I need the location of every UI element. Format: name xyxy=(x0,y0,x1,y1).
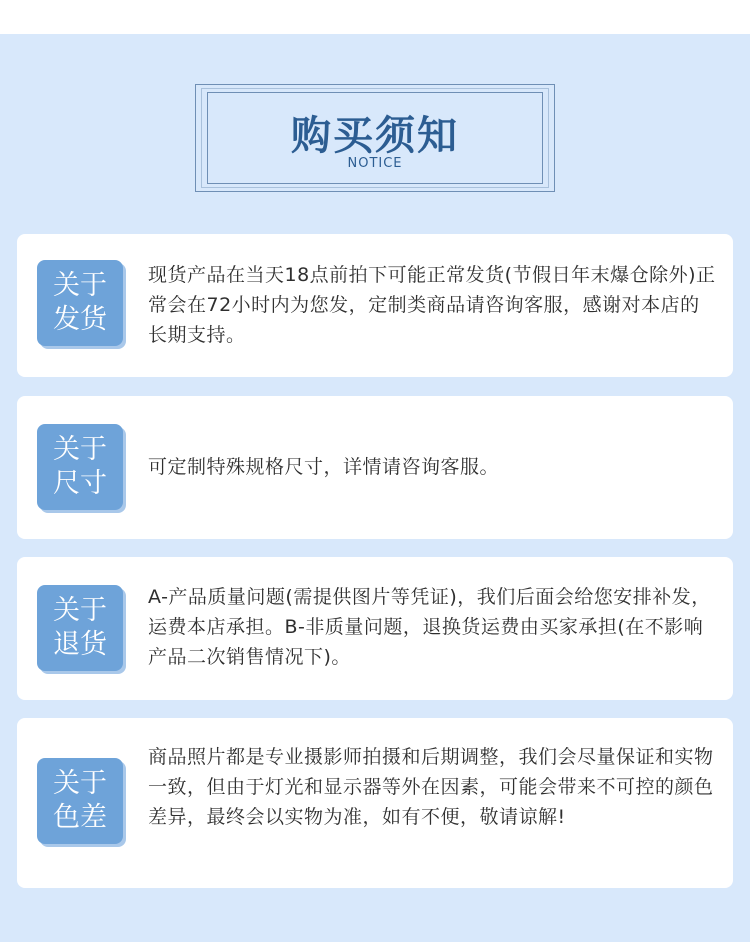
badge-line2: 尺寸 xyxy=(53,468,107,499)
returns-text: A-产品质量问题(需提供图片等凭证)，我们后面会给您安排补发，运费本店承担。B-非质量问题，退换货运费由买家承担(在不影响产品二次销售情况下)。 xyxy=(148,586,711,668)
shipping-badge xyxy=(37,260,123,346)
size-card xyxy=(17,396,733,539)
page-title: 购买须知 xyxy=(291,113,459,159)
badge-line1: 关于 xyxy=(53,595,107,626)
color-card xyxy=(17,718,733,888)
shipping-card xyxy=(17,234,733,377)
notice-title-block xyxy=(195,84,555,192)
page-subtitle: NOTICE xyxy=(347,156,403,171)
shipping-text: 现货产品在当天18点前拍下可能正常发货(节假日年末爆仓除外)正常会在72小时内为您发，定制类商品请咨询客服，感谢对本店的长期支持。 xyxy=(148,264,716,346)
returns-card xyxy=(17,557,733,700)
size-badge xyxy=(37,424,123,510)
color-badge xyxy=(37,758,123,844)
badge-line1: 关于 xyxy=(53,434,107,465)
color-text: 商品照片都是专业摄影师拍摄和后期调整，我们会尽量保证和实物一致，但由于灯光和显示器等外在因素，可能会带来不可控的颜色差异，最终会以实物为准，如有不便，敬请谅解! xyxy=(148,746,714,828)
badge-line1: 关于 xyxy=(53,270,107,301)
size-text: 可定制特殊规格尺寸，详情请咨询客服。 xyxy=(148,456,500,478)
badge-line2: 发货 xyxy=(53,304,107,335)
badge-line2: 退货 xyxy=(53,629,107,660)
badge-line2: 色差 xyxy=(53,802,107,833)
badge-line1: 关于 xyxy=(53,768,107,799)
returns-badge xyxy=(37,585,123,671)
